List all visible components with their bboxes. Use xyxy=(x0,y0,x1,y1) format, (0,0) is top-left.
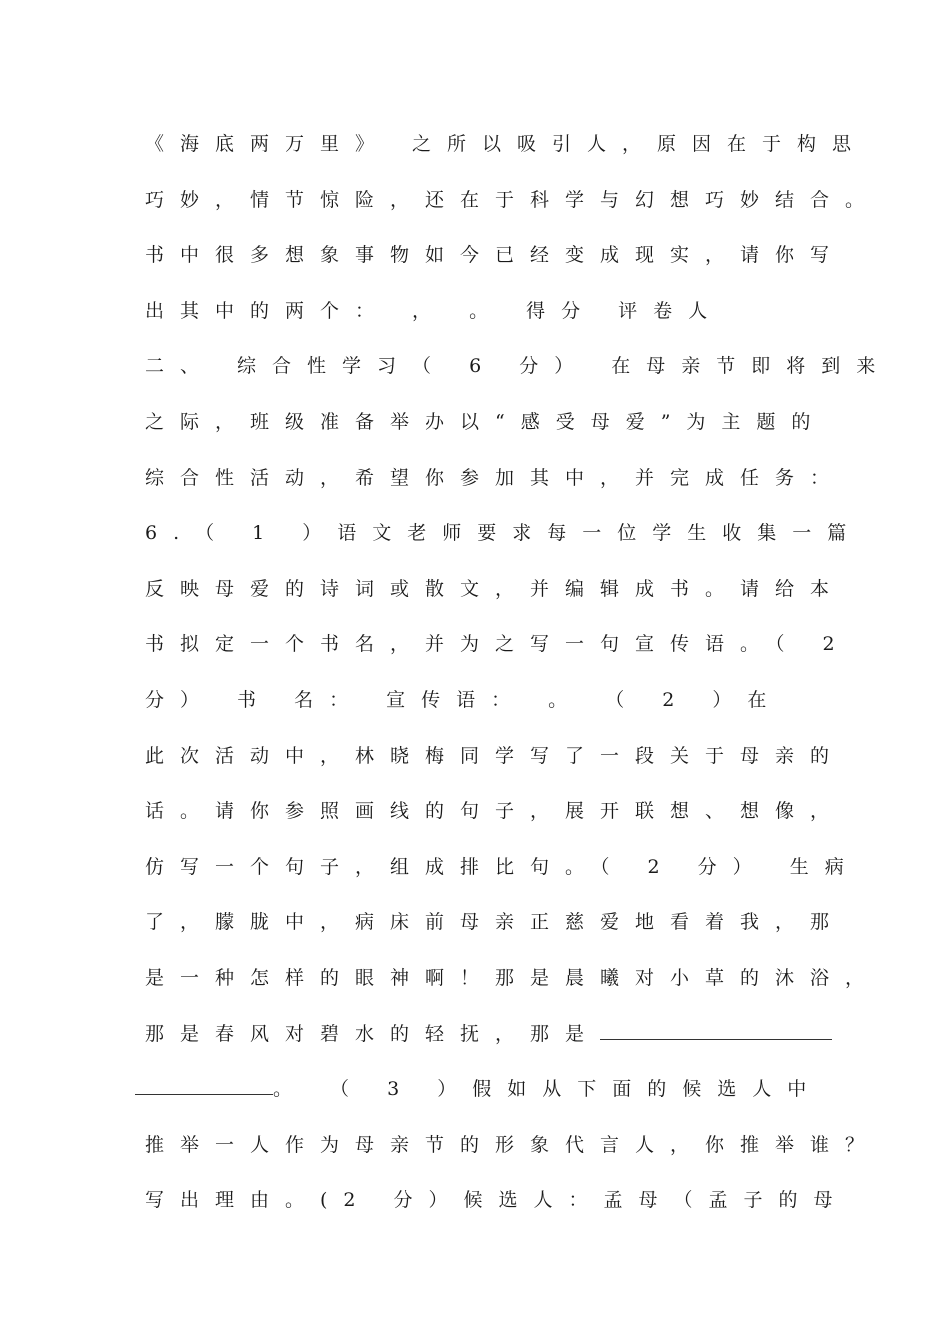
text-line-18 xyxy=(135,1074,835,1104)
text-line-9: 反映母爱的诗词或散文，并编辑成书。请给本 xyxy=(145,578,846,600)
text-line-12: 此次活动中，林晓梅同学写了一段关于母亲的 xyxy=(145,745,846,767)
text-line-17 xyxy=(145,1019,845,1049)
text-line-5: 二、 综合性学习（ 6 分） 在母亲节即将到来 xyxy=(145,355,892,377)
text-line-10: 书拟定一个书名，并为之写一句宣传语。（ 2 xyxy=(145,633,851,655)
answer-blank-line xyxy=(600,1019,832,1040)
answer-blank-line-continued xyxy=(135,1074,273,1095)
text-line-20: 写出理由。(2 分）候选人：孟母（孟子的母 xyxy=(145,1189,849,1211)
text-line-14: 仿写一个句子，组成排比句。（ 2 分） 生病 xyxy=(145,856,860,878)
text-line-4: 出其中的两个： ， 。 得分 评卷人 xyxy=(145,300,724,322)
text-line-8: 6.（ 1 ）语文老师要求每一位学生收集一篇 xyxy=(145,522,863,544)
text-line-16: 是一种怎样的眼神啊！那是晨曦对小草的沐浴， xyxy=(145,967,881,989)
text-line-3: 书中很多想象事物如今已经变成现实，请你写 xyxy=(145,244,846,266)
text-line-19: 推举一人作为母亲节的形象代言人，你推举谁？ xyxy=(145,1134,881,1156)
text-line-6: 之际，班级准备举办以“感受母爱”为主题的 xyxy=(145,411,827,433)
text-line-11: 分） 书 名： 宣传语： 。 （ 2 ）在 xyxy=(145,689,783,711)
text-line-18-content: 。 （ 3 ）假如从下面的候选人中 xyxy=(273,1078,823,1100)
text-line-1: 《海底两万里》 之所以吸引人，原因在于构思 xyxy=(145,133,868,155)
text-line-15: 了，朦胧中，病床前母亲正慈爱地看着我，那 xyxy=(145,911,846,933)
text-line-2: 巧妙，情节惊险，还在于科学与幻想巧妙结合。 xyxy=(145,189,881,211)
text-line-13: 话。请你参照画线的句子，展开联想、想像， xyxy=(145,800,846,822)
text-line-17-content: 那是春风对碧水的轻抚，那是 xyxy=(145,1023,601,1045)
text-line-7: 综合性活动，希望你参加其中，并完成任务： xyxy=(145,467,846,489)
